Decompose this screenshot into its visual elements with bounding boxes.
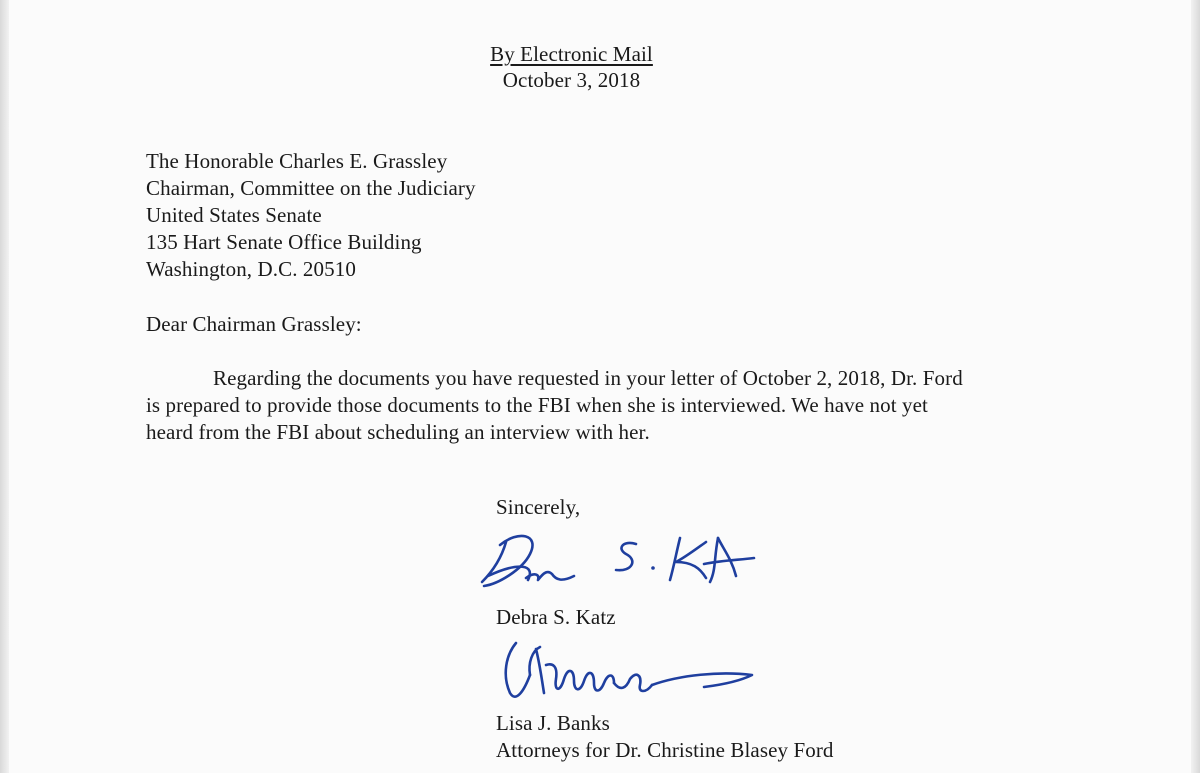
- signature-katz: [478, 520, 778, 600]
- signatory-role: Attorneys for Dr. Christine Blasey Ford: [496, 738, 834, 762]
- recipient-line: 135 Hart Senate Office Building: [146, 230, 422, 254]
- recipient-line: The Honorable Charles E. Grassley: [146, 149, 448, 173]
- closing: Sincerely,: [496, 495, 581, 519]
- signature-banks: [490, 635, 770, 710]
- recipient-line: Washington, D.C. 20510: [146, 257, 356, 281]
- salutation: Dear Chairman Grassley:: [146, 312, 362, 336]
- page-edge-right: [1191, 0, 1200, 773]
- page-edge-left: [0, 0, 9, 773]
- signatory-name: Lisa J. Banks: [496, 711, 610, 735]
- body-line: is prepared to provide those documents to the FBI when she is interviewed. We have not yet: [146, 393, 928, 417]
- letter-date: October 3, 2018: [502, 68, 641, 92]
- delivery-method: By Electronic Mail: [490, 42, 653, 66]
- signatory-name: Debra S. Katz: [496, 605, 616, 629]
- body-line: Regarding the documents you have requested in your letter of October 2, 2018, Dr. Ford: [213, 366, 963, 390]
- recipient-line: United States Senate: [146, 203, 322, 227]
- recipient-line: Chairman, Committee on the Judiciary: [146, 176, 476, 200]
- body-line: heard from the FBI about scheduling an interview with her.: [146, 420, 650, 444]
